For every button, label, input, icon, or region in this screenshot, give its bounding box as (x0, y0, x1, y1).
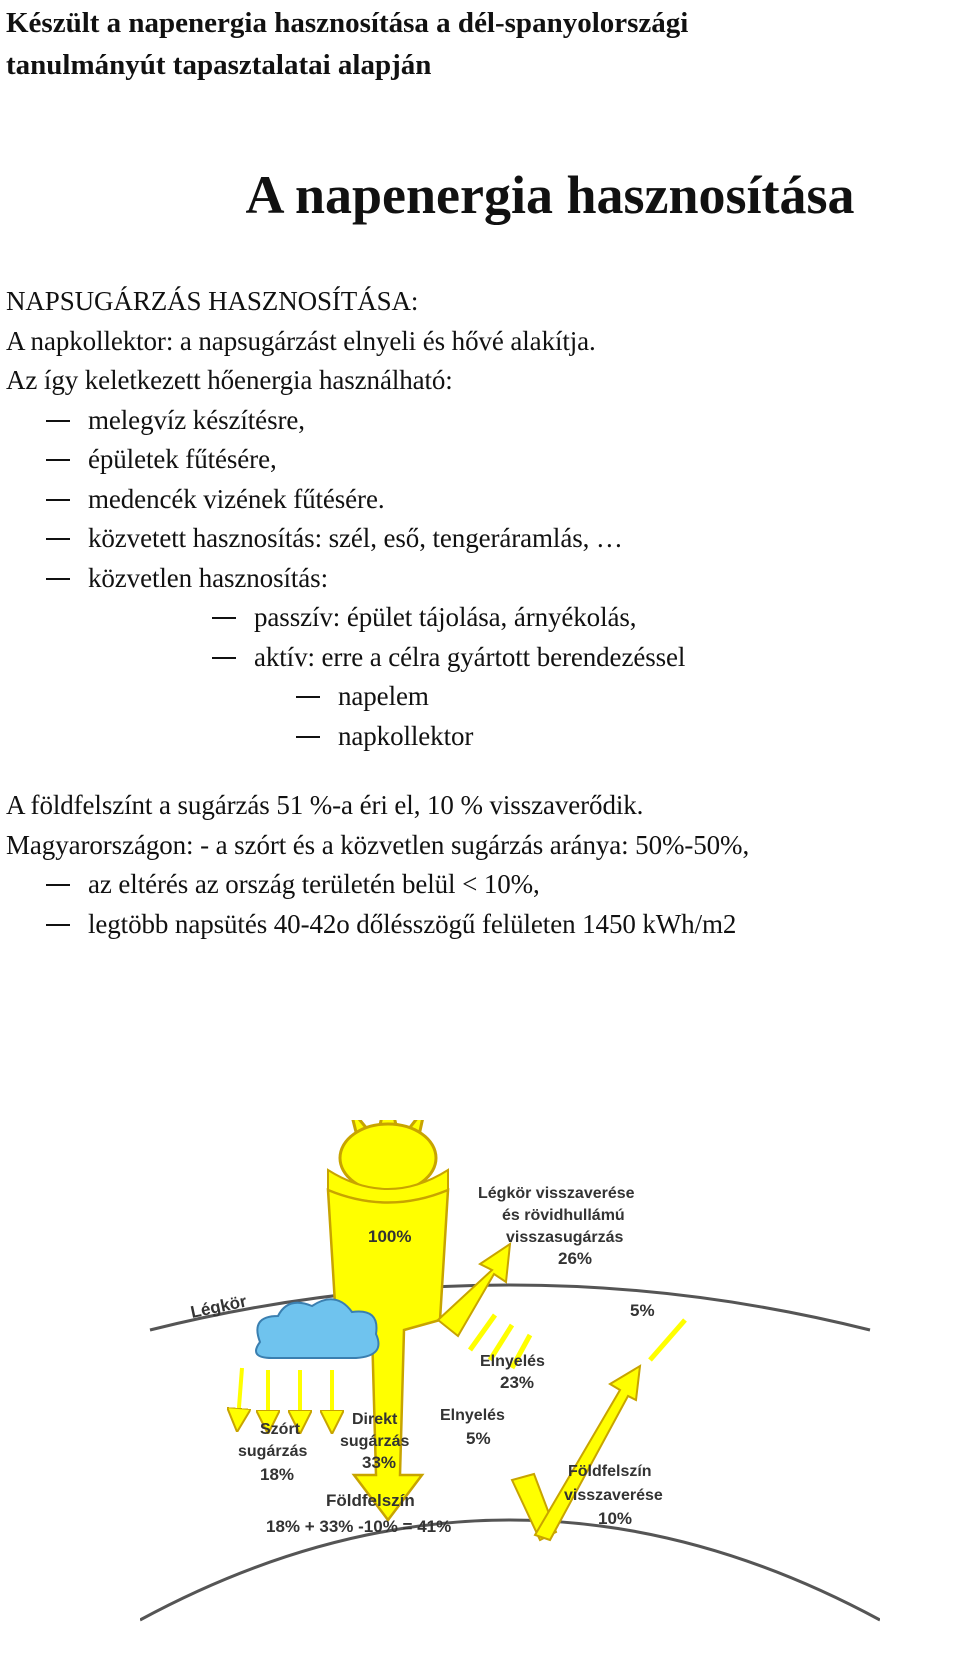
reflect-value: 26% (558, 1249, 593, 1268)
list-item-text: az eltérés az ország területén belül < 10%, (88, 869, 540, 899)
reflect-label-line1: Légkör visszaverése (478, 1185, 635, 1202)
dash-bullet (46, 578, 70, 580)
direct-label-line1: Direkt (352, 1411, 398, 1428)
header-line-2: tanulmányút tapasztalatai alapján (6, 49, 432, 81)
absorb1-label: Elnyelés (480, 1353, 545, 1370)
dash-bullet (46, 538, 70, 540)
dash-bullet (296, 736, 320, 738)
list-item (6, 440, 956, 480)
surface-reflect-ray (650, 1320, 685, 1360)
surface-line: A földfelszínt a sugárzás 51 %-a éri el, 10 % visszaverődik. (6, 790, 644, 820)
right-value: 5% (630, 1301, 655, 1320)
dash-bullet (46, 884, 70, 886)
list-item (6, 519, 956, 559)
reflection-arrow (438, 1244, 510, 1336)
document-header (6, 2, 946, 86)
list-item (6, 905, 956, 945)
list-item-text: közvetlen hasznosítás: (88, 562, 328, 593)
list-item (6, 559, 956, 599)
list-item-text: napelem (338, 681, 429, 711)
surface-formula: 18% + 33% -10% = 41% (266, 1517, 452, 1536)
surface-reflect-line1: Földfelszín (568, 1463, 652, 1480)
list-item (6, 598, 956, 638)
list-item-text: napkollektor (338, 720, 474, 751)
list-item-text: medencék vizének fűtésére. (88, 483, 385, 514)
list-item (6, 717, 956, 757)
section-solar-use (6, 282, 956, 756)
dash-bullet (46, 459, 70, 461)
list-item (6, 480, 956, 520)
page-title: A napenergia hasznosítása (245, 165, 855, 225)
atmosphere-label: Légkör (188, 1291, 249, 1322)
reflect-label-line2: és rövidhullámú (502, 1207, 625, 1224)
diffuse-arrows (238, 1368, 332, 1422)
absorb2-label: Elnyelés (440, 1407, 505, 1424)
radiation-diagram (140, 1120, 880, 1650)
reflection-ray (470, 1315, 495, 1350)
diffuse-value: 18% (260, 1465, 295, 1484)
hungary-line: Magyarországon: - a szórt és a közvetlen sugárzás aránya: 50%-50%, (6, 829, 750, 860)
earth-surface-curve (140, 1520, 880, 1620)
surface-reflect-value: 10% (598, 1509, 633, 1528)
section-heading: NAPSUGÁRZÁS HASZNOSÍTÁSA: (6, 286, 419, 316)
diffuse-label-line1: Szórt (260, 1421, 300, 1438)
dash-bullet (46, 924, 70, 926)
list-item-text: aktív: erre a célra gyártott berendezéssel (254, 641, 686, 672)
collector-line: A napkollektor: a napsugárzást elnyeli és hővé alakítja. (6, 325, 596, 356)
diffuse-label-line2: sugárzás (238, 1443, 308, 1460)
heat-usage-line: Az így keletkezett hőenergia használható: (6, 365, 453, 395)
absorb1-value: 23% (500, 1373, 535, 1392)
surface-reflect-line2: visszaverése (564, 1487, 663, 1504)
surface-label: Földfelszín (326, 1491, 415, 1510)
list-item-text: melegvíz készítésre, (88, 404, 305, 435)
direct-label-line2: sugárzás (340, 1433, 410, 1450)
list-item (6, 401, 956, 441)
list-item-text: épületek fűtésére, (88, 444, 277, 474)
dash-bullet (212, 617, 236, 619)
dash-bullet (46, 420, 70, 422)
section-hungary (6, 786, 956, 944)
dash-bullet (296, 696, 320, 698)
header-line-1: Készült a napenergia hasznosítása a dél-spanyolországi (6, 7, 689, 39)
reflect-label-line3: visszasugárzás (506, 1229, 624, 1246)
dash-bullet (212, 657, 236, 659)
list-item (6, 865, 956, 905)
radiation-diagram-svg (140, 1120, 880, 1650)
absorb2-value: 5% (466, 1429, 491, 1448)
sun-icon (340, 1120, 436, 1192)
list-item-text: közvetett hasznosítás: szél, eső, tengeráramlás, … (88, 523, 623, 553)
sun-percent-label: 100% (368, 1227, 412, 1246)
direct-value: 33% (362, 1453, 397, 1472)
list-item (6, 638, 956, 678)
list-item-text: legtöbb napsütés 40-42o dőlésszögű felületen 1450 kWh/m2 (88, 908, 737, 939)
dash-bullet (46, 499, 70, 501)
list-item (6, 677, 956, 717)
list-item-text: passzív: épület tájolása, árnyékolás, (254, 602, 637, 632)
